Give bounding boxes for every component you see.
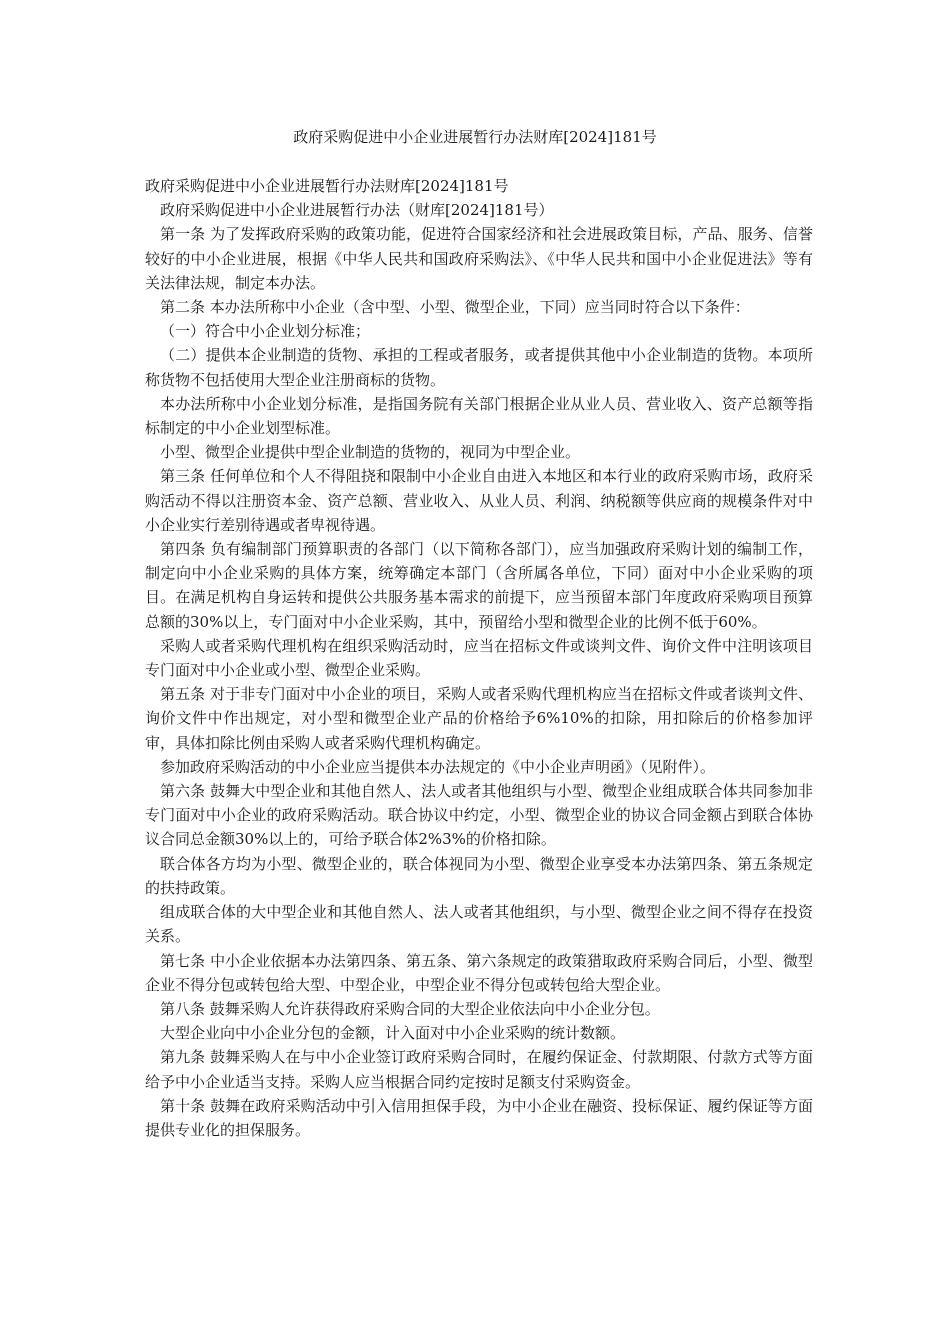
paragraph-article-1: 第一条 为了发挥政府采购的政策功能，促进符合国家经济和社会进展政策目标，产品、服务、信誉较好的中小企业进展，根据《中华人民共和国政府采购法》、《中华人民共和国中小企业促进法》等有关法律法规，制定本办法。 (145, 225, 813, 292)
paragraph-article-10: 第十条 鼓舞在政府采购活动中引入信用担保手段，为中小企业在融资、投标保证、履约保证等方面提供专业化的担保服务。 (145, 1096, 813, 1139)
paragraph-article-4-note: 采购人或者采购代理机构在组织采购活动时，应当在招标文件或谈判文件、询价文件中注明该项目专门面对中小企业或小型、微型企业采购。 (145, 636, 813, 680)
paragraph-article-9: 第九条 鼓舞采购人在与中小企业签订政府采购合同时，在履约保证金、付款期限、付款方式等方面给予中小企业适当支持。采购人应当根据合同约定按时足额支付采购资金。 (145, 1048, 813, 1091)
paragraph-article-2-item-2: （二）提供本企业制造的货物、承担的工程或者服务，或者提供其他中小企业制造的货物。本项所称货物不包括使用大型企业注册商标的货物。 (145, 346, 813, 389)
paragraph-article-8-note: 大型企业向中小企业分包的金额，计入面对中小企业采购的统计数额。 (160, 1024, 626, 1043)
paragraph-article-2-note: 小型、微型企业提供中型企业制造的货物的，视同为中型企业。 (160, 443, 581, 462)
paragraph-article-7: 第七条 中小企业依据本办法第四条、第五条、第六条规定的政策猎取政府采购合同后，小型、微型企业不得分包或转包给大型、中型企业，中型企业不得分包或转包给大型企业。 (145, 951, 813, 994)
paragraph-article-2-item-1: （一）符合中小企业划分标准； (160, 322, 371, 341)
paragraph-article-6: 第六条 鼓舞大中型企业和其他自然人、法人或者其他组织与小型、微型企业组成联合体共同参加非专门面对中小企业的政府采购活动。联合协议中约定，小型、微型企业的协议合同金额占到联合体协议合同总金额30%以上的，可给予联合体2%3%的价格扣除。 (145, 782, 813, 849)
paragraph-article-6-note-2: 组成联合体的大中型企业和其他自然人、法人或者其他组织，与小型、微型企业之间不得存在投资关系。 (145, 903, 813, 946)
paragraph-article-5-note: 参加政府采购活动的中小企业应当提供本办法规定的《中小企业声明函》（见附件）。 (160, 757, 716, 776)
paragraph-subtitle: 政府采购促进中小企业进展暂行办法（财库[2024]181号） (160, 201, 554, 220)
paragraph-heading: 政府采购促进中小企业进展暂行办法财库[2024]181号 (145, 177, 509, 195)
paragraph-article-4: 第四条 负有编制部门预算职责的各部门（以下简称各部门），应当加强政府采购计划的编制工作，制定向中小企业采购的具体方案，统筹确定本部门（含所属各单位，下同）面对中小企业采购的项目。在满足机构自身运转和提供公共服务基本需求的前提下，应当预留本部门年度政府采购项目预算总额的30%以上，专门面对中小企业采购，其中，预留给小型和微型企业的比例不低于60%。 (145, 540, 813, 631)
paragraph-article-5: 第五条 对于非专门面对中小企业的项目，采购人或者采购代理机构应当在招标文件或者谈判文件、询价文件中作出规定，对小型和微型企业产品的价格给予6%10%的扣除，用扣除后的价格参加评审，具体扣除比例由采购人或者采购代理机构确定。 (145, 685, 813, 752)
paragraph-article-2-standard: 本办法所称中小企业划分标准，是指国务院有关部门根据企业从业人员、营业收入、资产总额等指标制定的中小企业划型标准。 (145, 394, 813, 438)
paragraph-article-3: 第三条 任何单位和个人不得阻挠和限制中小企业自由进入本地区和本行业的政府采购市场，政府采购活动不得以注册资本金、资产总额、营业收入、从业人员、利润、纳税额等供应商的规模条件对中小企业实行差别待遇或者卑视待遇。 (145, 467, 813, 534)
paragraph-article-6-note-1: 联合体各方均为小型、微型企业的，联合体视同为小型、微型企业享受本办法第四条、第五条规定的扶持政策。 (145, 854, 813, 897)
document-title: 政府采购促进中小企业进展暂行办法财库[2024]181号 (293, 128, 657, 146)
paragraph-article-8: 第八条 鼓舞采购人允许获得政府采购合同的大型企业依法向中小企业分包。 (160, 999, 660, 1018)
paragraph-article-2: 第二条 本办法所称中小企业（含中型、小型、微型企业，下同）应当同时符合以下条件： (160, 298, 750, 317)
document-body (145, 174, 813, 1142)
